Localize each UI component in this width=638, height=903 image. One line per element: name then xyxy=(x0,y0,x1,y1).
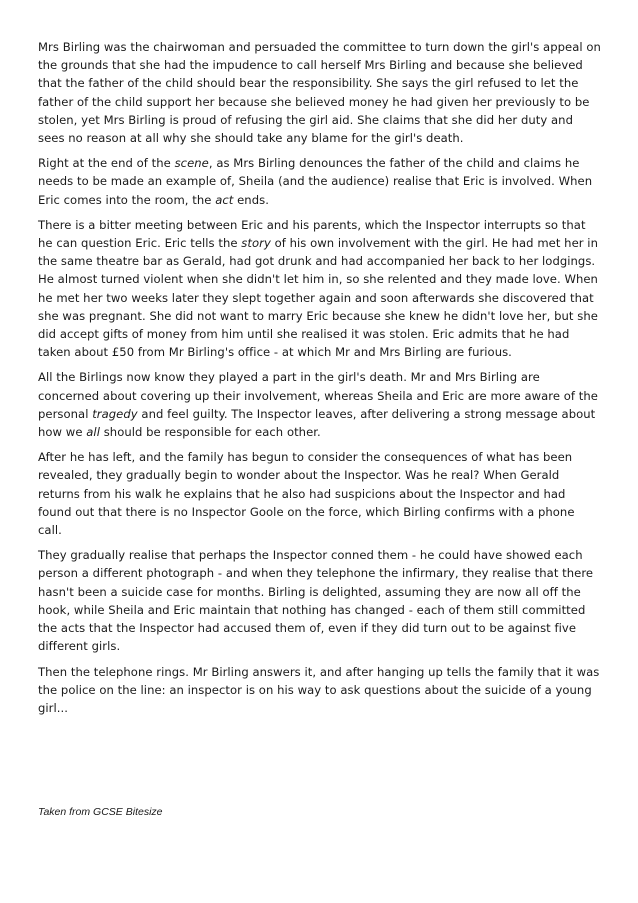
emphasis-tragedy: tragedy xyxy=(92,406,138,421)
paragraph-mrs-birling-committee: Mrs Birling was the chairwoman and persuaded the committee to turn down the girl's appeal on the grounds that she had the impudence to call herself Mrs Birling and because she believed that the father of the child should bear the responsibility. She says the girl refused to let the father of the child support her because she believed money he had given her previously to be stolen, yet Mrs Birling is proud of refusing the girl aid. She claims that she did her duty and sees no reason at all why she should take any blame for the girl's death. xyxy=(38,40,601,146)
source-attribution: Taken from GCSE Bitesize xyxy=(38,806,163,818)
emphasis-all: all xyxy=(86,425,100,440)
paragraph-telephone-rings: Then the telephone rings. Mr Birling answers it, and after hanging up tells the family that it was the police on the line: an inspector is on his way to ask questions about the suicide of a young girl... xyxy=(38,664,600,715)
paragraph-inspector-conned: They gradually realise that perhaps the Inspector conned them - he could have showed each person a different photograph - and when they telephone the infirmary, they realise that there hasn't been a suicide case for months. Birling is delighted, assuming they are now all off the hook, while Sheila and Eric maintain that nothing has changed - each of them still committed the acts that the Inspector had accused them of, even if they did turn out to be against five different girls. xyxy=(38,548,594,654)
paragraph-eric-story: There is a bitter meeting between Eric and his parents, which the Inspector interrupts so that he can question Eric. Eric tells the story of his own involvement with the girl. He had met her in the same theatre bar as Gerald, had got drunk and had accompanied her back to her lodgings. He almost turned violent when she didn't let him in, so she relented and they made love. When he met her two weeks later they slept together again and soon afterwards she discovered that she was pregnant. She did not want to marry Eric because she knew he didn't love her, but she did accept gifts of money from him until she realised it was stolen. Eric admits that he had taken about £50 from Mr Birling's office - at which Mr and Mrs Birling are furious. xyxy=(38,217,598,360)
emphasis-story: story xyxy=(241,236,271,251)
emphasis-scene: scene xyxy=(174,156,209,171)
paragraph-end-of-scene: Right at the end of the scene, as Mrs Birling denounces the father of the child and claims he needs to be made an example of, Sheila (and the audience) realise that Eric is involved. When Eric comes into the room, the act ends. xyxy=(38,156,593,207)
paragraph-inspector-doubts: After he has left, and the family has begun to consider the consequences of what has been revealed, they gradually begin to wonder about the Inspector. Was he real? When Gerald returns from his walk he explains that he also had suspicions about the Inspector and had found out that there is no Inspector Goole on the force, which Birling confirms with a phone call. xyxy=(38,450,575,538)
paragraph-birlings-guilt: All the Birlings now know they played a part in the girl's death. Mr and Mrs Birling are concerned about covering up their involvement, whereas Sheila and Eric are more aware of the personal tragedy and feel guilty. The Inspector leaves, after delivering a strong message about how we all should be responsible for each other. xyxy=(38,370,598,440)
emphasis-act: act xyxy=(215,192,234,207)
